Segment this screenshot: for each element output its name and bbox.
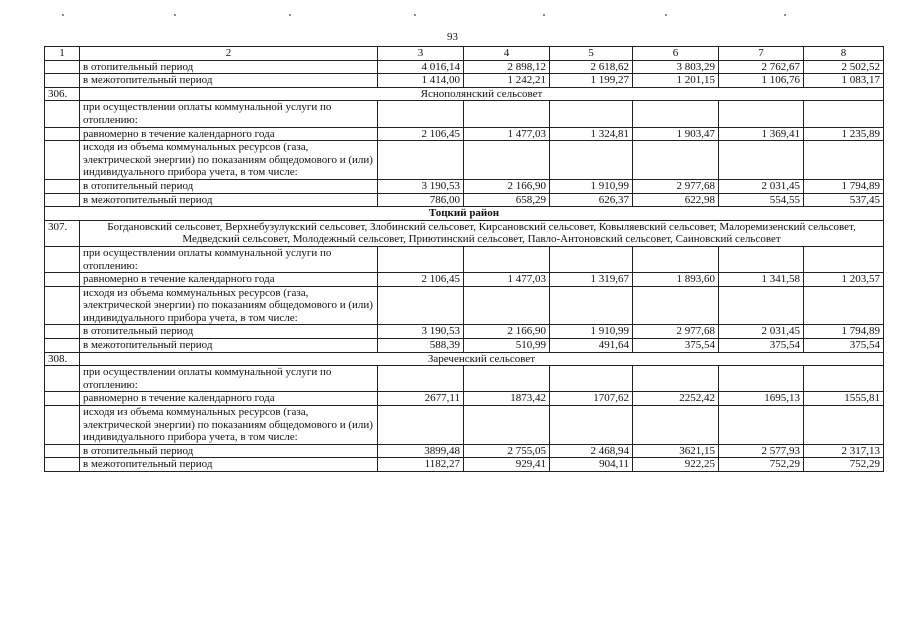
value-cell: 2 577,93: [719, 444, 804, 458]
index-cell: [45, 339, 80, 353]
index-cell: [45, 127, 80, 141]
index-cell: [45, 101, 80, 127]
empty-cell: [633, 246, 719, 272]
value-cell: 658,29: [464, 193, 550, 207]
index-cell: [45, 141, 80, 180]
index-cell: [45, 392, 80, 406]
value-cell: 1873,42: [464, 392, 550, 406]
value-cell: 2 106,45: [378, 273, 464, 287]
value-cell: 2 977,68: [633, 179, 719, 193]
empty-cell: [804, 286, 884, 325]
value-cell: 3621,15: [633, 444, 719, 458]
index-cell: [45, 179, 80, 193]
scan-mark: [543, 14, 545, 16]
value-cell: 2 755,05: [464, 444, 550, 458]
value-cell: 2 502,52: [804, 60, 884, 74]
value-cell: 622,98: [633, 193, 719, 207]
value-cell: 1182,27: [378, 458, 464, 472]
empty-cell: [633, 406, 719, 445]
index-cell: [45, 193, 80, 207]
row-label: в межотопительный период: [80, 458, 378, 472]
table-row: [45, 207, 884, 221]
value-cell: 1 201,15: [633, 74, 719, 88]
value-cell: 1707,62: [550, 392, 633, 406]
index-cell: [45, 444, 80, 458]
index-cell: [45, 325, 80, 339]
column-number: 7: [719, 47, 804, 61]
value-cell: 1 235,89: [804, 127, 884, 141]
empty-cell: [719, 286, 804, 325]
value-cell: 375,54: [719, 339, 804, 353]
empty-cell: [804, 406, 884, 445]
table-row: [45, 220, 884, 246]
value-cell: 2 762,67: [719, 60, 804, 74]
value-cell: 2 468,94: [550, 444, 633, 458]
row-label: в отопительный период: [80, 325, 378, 339]
column-number: 3: [378, 47, 464, 61]
table-row: [45, 246, 884, 272]
value-cell: 1 242,21: [464, 74, 550, 88]
table-row: [45, 74, 884, 88]
row-label: исходя из объема коммунальных ресурсов (газа, электрической энергии) по показаниям общедомового и (или) индивидуального прибора учета, в том числе:: [80, 286, 378, 325]
table-row: [45, 193, 884, 207]
scan-mark: [665, 14, 667, 16]
column-number-row: [45, 47, 884, 61]
entry-number: 306.: [45, 87, 80, 101]
value-cell: 626,37: [550, 193, 633, 207]
table-body: [45, 60, 884, 471]
empty-cell: [804, 141, 884, 180]
empty-cell: [804, 246, 884, 272]
value-cell: 2 166,90: [464, 325, 550, 339]
column-number: 4: [464, 47, 550, 61]
value-cell: 2 898,12: [464, 60, 550, 74]
value-cell: 1555,81: [804, 392, 884, 406]
row-label: в отопительный период: [80, 444, 378, 458]
scan-mark: [62, 14, 64, 16]
page-number: 93: [447, 31, 458, 43]
table-row: [45, 339, 884, 353]
table-row: [45, 286, 884, 325]
value-cell: 2 317,13: [804, 444, 884, 458]
row-label: в отопительный период: [80, 60, 378, 74]
value-cell: 752,29: [804, 458, 884, 472]
value-cell: 537,45: [804, 193, 884, 207]
empty-cell: [464, 141, 550, 180]
column-number: 6: [633, 47, 719, 61]
empty-cell: [378, 366, 464, 392]
entry-number: 307.: [45, 220, 80, 246]
empty-cell: [719, 406, 804, 445]
empty-cell: [464, 286, 550, 325]
table-row: [45, 444, 884, 458]
table-row: [45, 60, 884, 74]
district-heading: Тоцкий район: [45, 207, 884, 221]
value-cell: 375,54: [633, 339, 719, 353]
column-number: 1: [45, 47, 80, 61]
municipality-name: Зареченский сельсовет: [80, 352, 884, 366]
value-cell: 1 369,41: [719, 127, 804, 141]
empty-cell: [550, 246, 633, 272]
value-cell: 2 166,90: [464, 179, 550, 193]
index-cell: [45, 246, 80, 272]
value-cell: 1 106,76: [719, 74, 804, 88]
table-row: [45, 141, 884, 180]
value-cell: 2677,11: [378, 392, 464, 406]
value-cell: 1 910,99: [550, 325, 633, 339]
empty-cell: [719, 246, 804, 272]
empty-cell: [378, 246, 464, 272]
empty-cell: [550, 101, 633, 127]
empty-cell: [378, 286, 464, 325]
value-cell: 904,11: [550, 458, 633, 472]
empty-cell: [550, 406, 633, 445]
value-cell: 1 903,47: [633, 127, 719, 141]
empty-cell: [633, 101, 719, 127]
table-row: [45, 101, 884, 127]
value-cell: 491,64: [550, 339, 633, 353]
value-cell: 1 199,27: [550, 74, 633, 88]
value-cell: 510,99: [464, 339, 550, 353]
table-row: [45, 366, 884, 392]
row-label: равномерно в течение календарного года: [80, 273, 378, 287]
index-cell: [45, 406, 80, 445]
table-row: [45, 392, 884, 406]
value-cell: 1 477,03: [464, 273, 550, 287]
row-label: в межотопительный период: [80, 193, 378, 207]
value-cell: 1 893,60: [633, 273, 719, 287]
empty-cell: [804, 101, 884, 127]
tariff-table: [44, 46, 884, 472]
index-cell: [45, 60, 80, 74]
value-cell: 2252,42: [633, 392, 719, 406]
empty-cell: [719, 101, 804, 127]
table-row: [45, 325, 884, 339]
table-row: [45, 406, 884, 445]
value-cell: 922,25: [633, 458, 719, 472]
empty-cell: [550, 366, 633, 392]
table-row: [45, 458, 884, 472]
row-label: в межотопительный период: [80, 74, 378, 88]
value-cell: 929,41: [464, 458, 550, 472]
row-label: при осуществлении оплаты коммунальной услуги по отоплению:: [80, 366, 378, 392]
scan-mark: [289, 14, 291, 16]
value-cell: 3 803,29: [633, 60, 719, 74]
row-label: при осуществлении оплаты коммунальной услуги по отоплению:: [80, 246, 378, 272]
row-label: при осуществлении оплаты коммунальной услуги по отоплению:: [80, 101, 378, 127]
value-cell: 752,29: [719, 458, 804, 472]
scan-mark: [414, 14, 416, 16]
scan-mark: [784, 14, 786, 16]
value-cell: 1 794,89: [804, 325, 884, 339]
empty-cell: [464, 406, 550, 445]
empty-cell: [464, 366, 550, 392]
value-cell: 2 618,62: [550, 60, 633, 74]
table-row: [45, 273, 884, 287]
empty-cell: [378, 141, 464, 180]
value-cell: 1 324,81: [550, 127, 633, 141]
column-number: 2: [80, 47, 378, 61]
empty-cell: [550, 141, 633, 180]
value-cell: 1 910,99: [550, 179, 633, 193]
value-cell: 1 341,58: [719, 273, 804, 287]
index-cell: [45, 74, 80, 88]
row-label: исходя из объема коммунальных ресурсов (газа, электрической энергии) по показаниям общедомового и (или) индивидуального прибора учета, в том числе:: [80, 406, 378, 445]
column-number: 8: [804, 47, 884, 61]
value-cell: 4 016,14: [378, 60, 464, 74]
value-cell: 1 203,57: [804, 273, 884, 287]
value-cell: 2 031,45: [719, 179, 804, 193]
value-cell: 2 106,45: [378, 127, 464, 141]
municipality-name: Богдановский сельсовет, Верхнебузулукский сельсовет, Злобинский сельсовет, Кирсановский сельсовет, Ковыляевский сельсовет, Малоремизенский сельсовет, Медведский сельсовет, Молодежный сельсовет, Приютинский сельсовет, Павло-Антоновский сельсовет, Саиновский сельсовет: [80, 220, 884, 246]
value-cell: 1 477,03: [464, 127, 550, 141]
value-cell: 3899,48: [378, 444, 464, 458]
value-cell: 2 977,68: [633, 325, 719, 339]
value-cell: 1 083,17: [804, 74, 884, 88]
empty-cell: [633, 141, 719, 180]
row-label: равномерно в течение календарного года: [80, 127, 378, 141]
table-row: [45, 87, 884, 101]
index-cell: [45, 366, 80, 392]
value-cell: 2 031,45: [719, 325, 804, 339]
value-cell: 3 190,53: [378, 325, 464, 339]
value-cell: 786,00: [378, 193, 464, 207]
row-label: исходя из объема коммунальных ресурсов (газа, электрической энергии) по показаниям общедомового и (или) индивидуального прибора учета, в том числе:: [80, 141, 378, 180]
empty-cell: [719, 141, 804, 180]
value-cell: 1695,13: [719, 392, 804, 406]
column-number: 5: [550, 47, 633, 61]
value-cell: 1 414,00: [378, 74, 464, 88]
table-row: [45, 352, 884, 366]
row-label: равномерно в течение календарного года: [80, 392, 378, 406]
value-cell: 375,54: [804, 339, 884, 353]
value-cell: 3 190,53: [378, 179, 464, 193]
scan-mark: [174, 14, 176, 16]
row-label: в межотопительный период: [80, 339, 378, 353]
value-cell: 588,39: [378, 339, 464, 353]
municipality-name: Яснополянский сельсовет: [80, 87, 884, 101]
value-cell: 554,55: [719, 193, 804, 207]
index-cell: [45, 273, 80, 287]
empty-cell: [378, 101, 464, 127]
empty-cell: [633, 366, 719, 392]
value-cell: 1 794,89: [804, 179, 884, 193]
empty-cell: [464, 246, 550, 272]
empty-cell: [464, 101, 550, 127]
table-row: [45, 179, 884, 193]
value-cell: 1 319,67: [550, 273, 633, 287]
table-row: [45, 127, 884, 141]
empty-cell: [550, 286, 633, 325]
empty-cell: [719, 366, 804, 392]
empty-cell: [633, 286, 719, 325]
empty-cell: [378, 406, 464, 445]
index-cell: [45, 286, 80, 325]
index-cell: [45, 458, 80, 472]
entry-number: 308.: [45, 352, 80, 366]
row-label: в отопительный период: [80, 179, 378, 193]
empty-cell: [804, 366, 884, 392]
